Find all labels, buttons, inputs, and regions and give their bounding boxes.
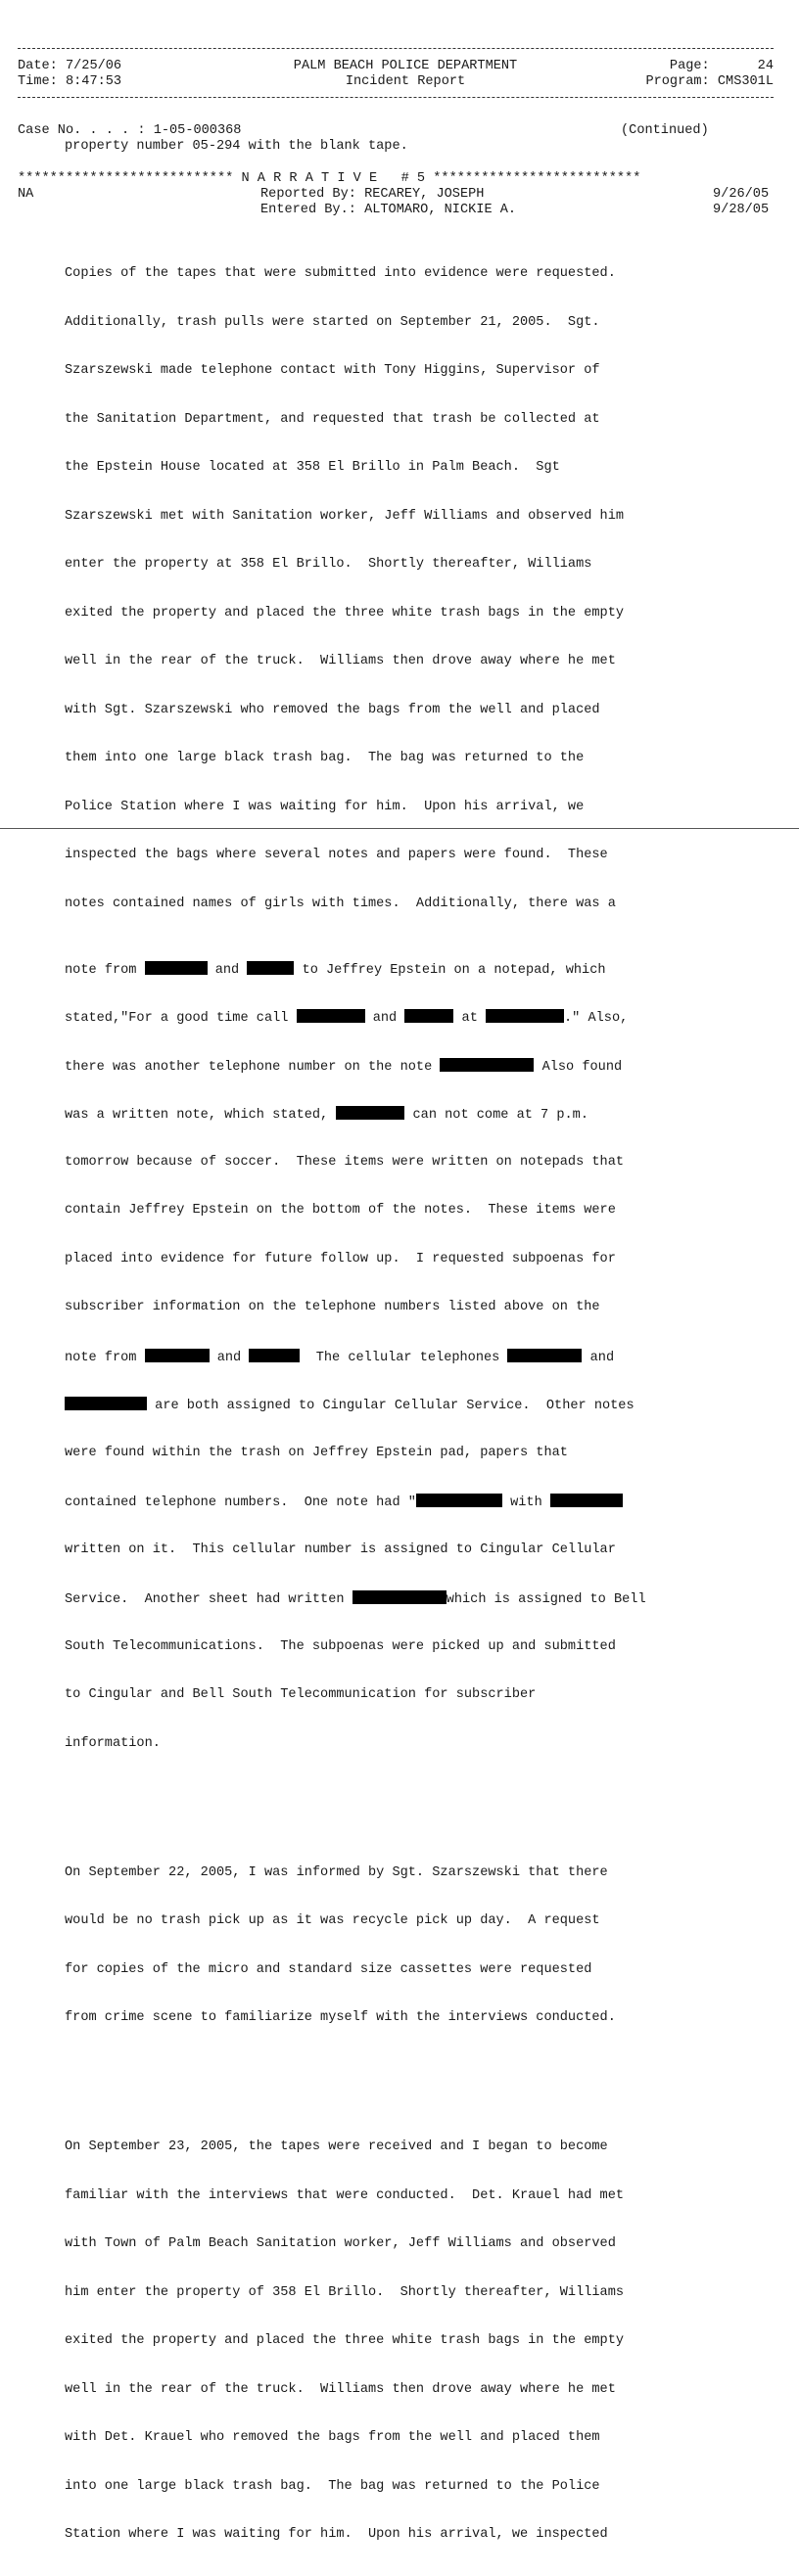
case-number-line [18, 123, 241, 140]
time-label: Time: [18, 74, 58, 89]
header-row-2 [18, 74, 774, 91]
reported-by-label: Reported By: [260, 187, 356, 202]
paragraph-1-line: there was another telephone number on the note Also found [65, 1059, 623, 1075]
paragraph-1-line: with Sgt. Szarszewski who removed the bags from the well and placed [65, 702, 600, 717]
paragraph-1-line: was a written note, which stated, can not come at 7 p.m. [65, 1108, 588, 1123]
paragraph-1-line: Police Station where I was waiting for him. Upon his arrival, we [65, 799, 585, 814]
banner-stars-right: ************************** [433, 171, 641, 186]
paragraph-1-line: well in the rear of the truck. Williams then drove away where he met [65, 654, 616, 668]
paragraph-1-line: Szarszewski met with Sanitation worker, Jeff Williams and observed him [65, 508, 625, 524]
report-type: Incident Report [345, 74, 466, 89]
case-number: 1-05-000368 [153, 123, 242, 138]
paragraph-2-line: for copies of the micro and standard size cassettes were requested [65, 1961, 592, 1977]
redaction-block [550, 1494, 623, 1507]
paragraph-1-line: to Cingular and Bell South Telecommunication for subscriber [65, 1687, 537, 1702]
paragraph-1-line: note from and to Jeffrey Epstein on a notepad, which [65, 962, 606, 978]
redaction-block [249, 1349, 300, 1362]
redaction-block [247, 961, 294, 975]
redaction-block [336, 1106, 404, 1120]
paragraph-3-line: familiar with the interviews that were conducted. Det. Krauel had met [65, 2187, 625, 2203]
date-value: 7/25/06 [65, 59, 122, 73]
paragraph-1-line: the Sanitation Department, and requested that trash be collected at [65, 411, 600, 427]
paragraph-3-line: Station where I was waiting for him. Upon his arrival, we inspected [65, 2527, 608, 2542]
paragraph-3-line: On September 23, 2005, the tapes were received and I began to become [65, 2139, 608, 2154]
narrative-code: NA [18, 187, 34, 202]
paragraph-2-line: from crime scene to familiarize myself with the interviews conducted. [65, 2010, 616, 2025]
narrative-title: N A R R A T I V E [241, 171, 378, 186]
paragraph-3-line: him enter the property of 358 El Brillo. Shortly thereafter, Williams [65, 2284, 625, 2300]
narrative-number: # 5 [400, 171, 426, 186]
paragraph-1-line: Service. Another sheet had written which is assigned to Bell [65, 1592, 646, 1607]
scan-line-artifact [0, 828, 799, 829]
paragraph-1-line: enter the property at 358 El Brillo. Shortly thereafter, Williams [65, 557, 592, 572]
paragraph-1-line: were found within the trash on Jeffrey Epstein pad, papers that [65, 1445, 568, 1460]
entered-date: 9/28/05 [713, 203, 770, 217]
carryover-line: property number 05-294 with the blank tape. [65, 139, 408, 154]
paragraph-1-line: notes contained names of girls with times. Additionally, there was a [65, 896, 616, 911]
paragraph-1-line: note from and The cellular telephones and [65, 1350, 615, 1365]
program-label: Program: [645, 74, 710, 89]
redaction-block [145, 1349, 210, 1362]
paragraph-3-line: well in the rear of the truck. Williams then drove away where he met [65, 2381, 616, 2397]
redaction-block [404, 1009, 453, 1023]
date-label: Date: [18, 59, 58, 73]
narrative-banner [18, 171, 640, 188]
reported-by-name: RECAREY, JOSEPH [364, 187, 485, 202]
redaction-block [486, 1009, 564, 1023]
paragraph-1-line: inspected the bags where several notes and papers were found. These [65, 848, 608, 862]
paragraph-1-line: written on it. This cellular number is assigned to Cingular Cellular [65, 1541, 616, 1557]
paragraph-2-line: On September 22, 2005, I was informed by Sgt. Szarszewski that there [65, 1864, 608, 1880]
case-label: Case No. . . . : [18, 123, 146, 138]
header-row-1 [18, 59, 774, 75]
redaction-block [440, 1058, 534, 1072]
redaction-block [145, 961, 208, 975]
paragraph-1-line: are both assigned to Cingular Cellular Service. Other notes [65, 1397, 779, 1413]
paragraph-1-line: tomorrow because of soccer. These items were written on notepads that [65, 1154, 625, 1170]
paragraph-2-line: would be no trash pick up as it was recycle pick up day. A request [65, 1913, 600, 1928]
paragraph-1-line: exited the property and placed the three white trash bags in the empty [65, 605, 625, 621]
time-value: 8:47:53 [65, 74, 122, 89]
reported-by-line [260, 187, 484, 204]
header-top-divider [18, 48, 774, 49]
program-value: CMS301L [717, 74, 774, 89]
continued-marker: (Continued) [621, 123, 709, 138]
paragraph-3-line: exited the property and placed the three white trash bags in the empty [65, 2333, 625, 2348]
entered-by-line [260, 203, 516, 219]
entered-by-name: ALTOMARO, NICKIE A. [364, 203, 517, 217]
redaction-block [507, 1349, 582, 1362]
redaction-block [416, 1494, 502, 1507]
paragraph-3-line: with Det. Krauel who removed the bags from the well and placed them [65, 2430, 600, 2445]
paragraph-1-line: placed into evidence for future follow up. I requested subpoenas for [65, 1251, 616, 1266]
department-name: PALM BEACH POLICE DEPARTMENT [293, 59, 518, 73]
paragraph-1-line: subscriber information on the telephone numbers listed above on the [65, 1300, 600, 1314]
banner-stars-left: *************************** [18, 171, 234, 186]
paragraph-1-line: Copies of the tapes that were submitted into evidence were requested. [65, 266, 616, 281]
redaction-block [297, 1009, 365, 1023]
paragraph-1-line: contain Jeffrey Epstein on the bottom of the notes. These items were [65, 1203, 616, 1218]
reported-date: 9/26/05 [713, 187, 770, 202]
paragraph-1-line: stated,"For a good time call and at ." Also, [65, 1011, 629, 1026]
redaction-block [352, 1590, 446, 1604]
paragraph-1-line: them into one large black trash bag. The bag was returned to the [65, 751, 585, 765]
redaction-block [65, 1397, 147, 1410]
paragraph-1-line: Additionally, trash pulls were started on September 21, 2005. Sgt. [65, 314, 600, 330]
narrative-body [65, 234, 779, 2576]
entered-by-label: Entered By.: [260, 203, 356, 217]
paragraph-1-line: South Telecommunications. The subpoenas were picked up and submitted [65, 1638, 616, 1654]
paragraph-1-line: information. [65, 1735, 161, 1751]
header-bottom-divider [18, 97, 774, 98]
paragraph-1-line: the Epstein House located at 358 El Brillo in Palm Beach. Sgt [65, 460, 560, 475]
paragraph-1-line: contained telephone numbers. One note had " with [65, 1494, 779, 1510]
paragraph-3-line: into one large black trash bag. The bag was returned to the Police [65, 2478, 600, 2494]
page-number: 24 [757, 59, 774, 73]
page-label: Page: [669, 59, 710, 73]
paragraph-3-line: with Town of Palm Beach Sanitation worker, Jeff Williams and observed [65, 2236, 616, 2251]
paragraph-1-line: Szarszewski made telephone contact with Tony Higgins, Supervisor of [65, 363, 600, 378]
